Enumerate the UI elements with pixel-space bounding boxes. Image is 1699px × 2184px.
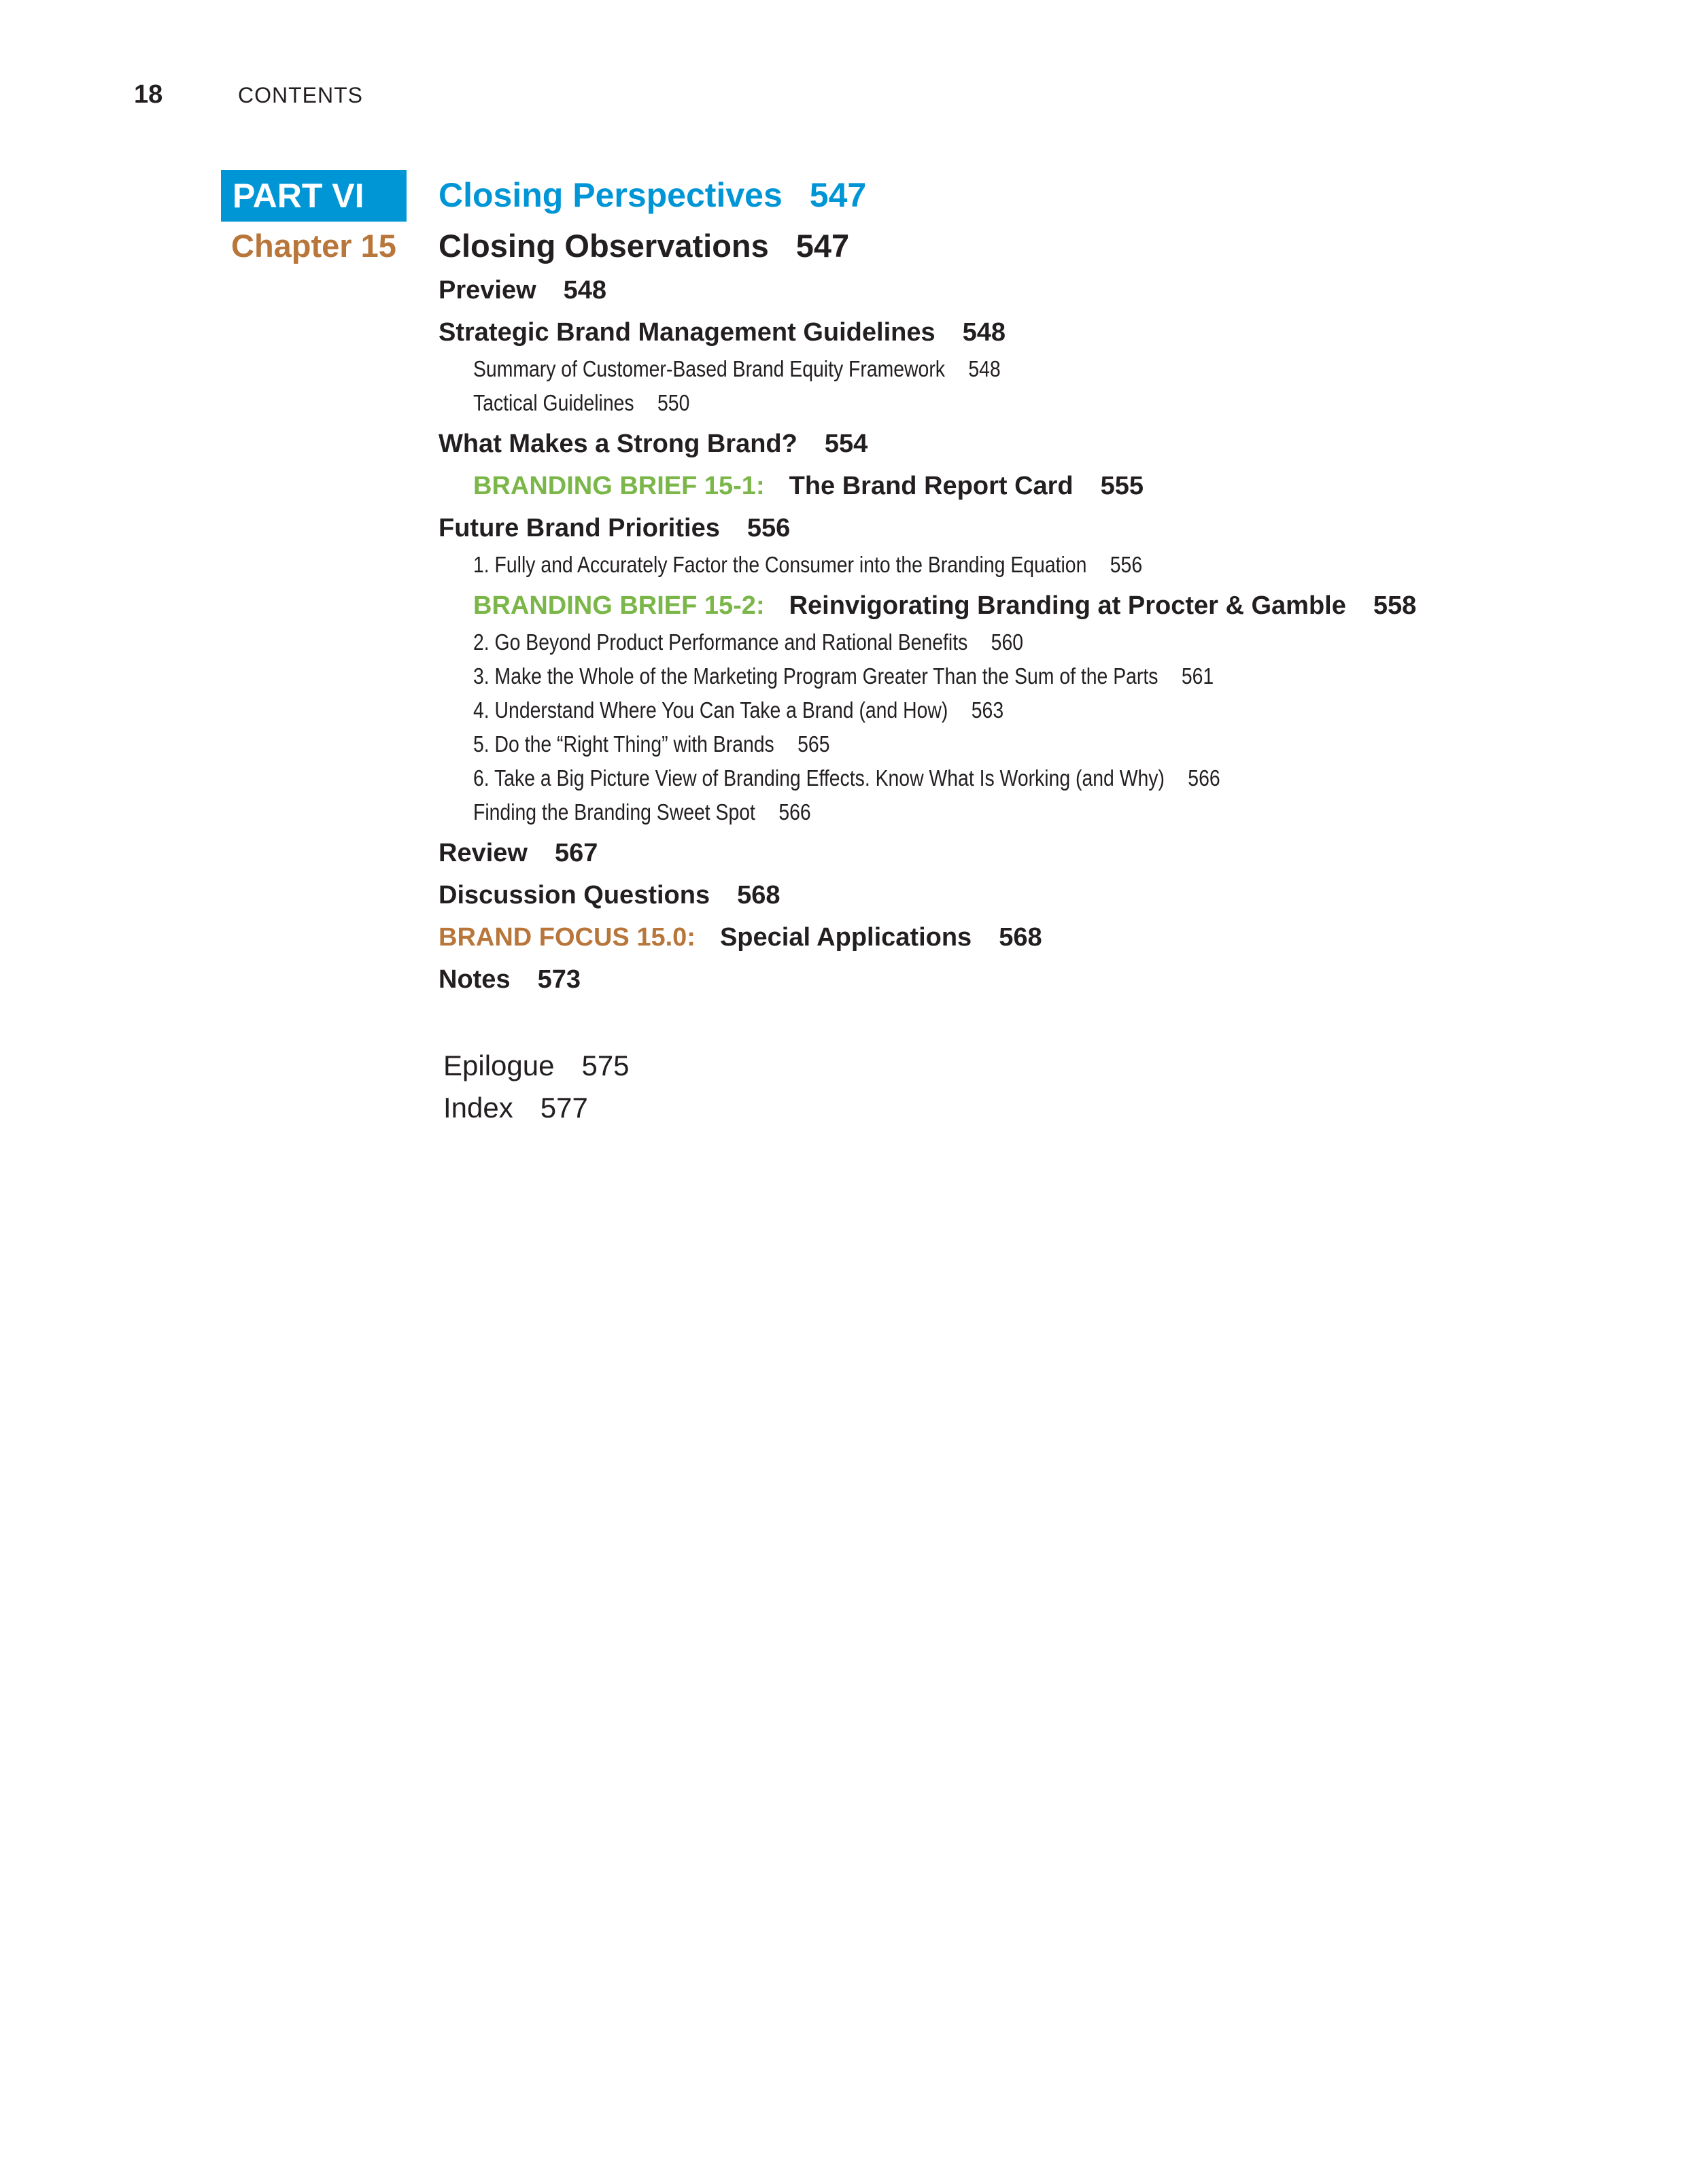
entry-title: What Makes a Strong Brand? — [439, 430, 797, 458]
entry-title: The Brand Report Card — [789, 472, 1074, 500]
focus-label: BRAND FOCUS 15.0: — [439, 923, 696, 952]
toc-entry — [439, 839, 598, 868]
toc-entry — [439, 514, 790, 543]
entry-title: Summary of Customer-Based Brand Equity Framework — [473, 356, 945, 381]
part-title — [439, 175, 866, 215]
entry-page: 567 — [554, 839, 598, 867]
entry-title: 5. Do the “Right Thing” with Brands — [473, 731, 774, 757]
entry-title: Strategic Brand Management Guidelines — [439, 318, 936, 347]
part-label: PART VI — [221, 170, 407, 222]
entry-title: Preview — [439, 276, 536, 305]
toc-subentry — [473, 629, 1023, 655]
entry-page: 554 — [824, 430, 868, 458]
entry-page: 550 — [657, 390, 690, 415]
toc-entry — [439, 318, 1006, 347]
entry-page: 548 — [563, 276, 607, 305]
toc-focus-entry — [439, 923, 1042, 952]
toc-subentry — [473, 799, 811, 825]
entry-page: 561 — [1181, 663, 1214, 689]
entry-page: 565 — [797, 731, 830, 757]
entry-page: 548 — [968, 356, 1001, 381]
entry-page: 563 — [971, 697, 1004, 723]
epilogue-entry — [443, 1050, 630, 1082]
entry-title: Discussion Questions — [439, 881, 710, 909]
entry-title: Special Applications — [719, 923, 972, 952]
entry-page: 548 — [962, 318, 1006, 347]
toc-entry — [439, 430, 868, 459]
brief-label: BRANDING BRIEF 15-1: — [473, 472, 765, 500]
entry-page: 568 — [999, 923, 1042, 952]
chapter-title — [439, 227, 849, 264]
toc-subentry — [473, 356, 1001, 382]
entry-title: Index — [443, 1092, 513, 1124]
toc-subentry — [473, 731, 829, 757]
entry-page: 573 — [537, 965, 581, 994]
entry-title: 2. Go Beyond Product Performance and Rational Benefits — [473, 629, 968, 655]
entry-title: Reinvigorating Branding at Procter & Gamble — [789, 591, 1346, 620]
entry-title: 6. Take a Big Picture View of Branding Effects. Know What Is Working (and Why) — [473, 765, 1165, 791]
entry-title: 3. Make the Whole of the Marketing Program Greater Than the Sum of the Parts — [473, 663, 1159, 689]
toc-brief-entry — [473, 591, 1416, 621]
entry-title: Review — [439, 839, 528, 867]
entry-title: Finding the Branding Sweet Spot — [473, 799, 755, 825]
entry-page: 566 — [778, 799, 811, 825]
chapter-title-text: Closing Observations — [439, 228, 769, 264]
entry-title: Future Brand Priorities — [439, 514, 720, 542]
entry-title: 1. Fully and Accurately Factor the Consumer into the Branding Equation — [473, 552, 1087, 577]
entry-page: 558 — [1373, 591, 1417, 620]
entry-title: Notes — [439, 965, 511, 994]
toc-entry — [439, 965, 581, 994]
toc-subentry — [473, 697, 1003, 723]
entry-page: 556 — [746, 514, 791, 542]
entry-page: 575 — [581, 1050, 630, 1081]
entry-page: 566 — [1188, 765, 1220, 791]
toc-entry — [439, 276, 606, 305]
entry-page: 577 — [540, 1092, 588, 1124]
entry-page: 560 — [991, 629, 1024, 655]
toc-subentry — [473, 552, 1142, 578]
entry-page: 568 — [737, 881, 780, 909]
part-page: 547 — [809, 176, 867, 214]
entry-title: 4. Understand Where You Can Take a Brand (and How) — [473, 697, 948, 723]
toc-brief-entry — [473, 472, 1144, 501]
toc-entry — [439, 881, 780, 910]
entry-page: 555 — [1100, 472, 1144, 500]
toc-subentry — [473, 765, 1220, 791]
chapter-page: 547 — [795, 228, 850, 264]
entry-page: 556 — [1110, 552, 1143, 577]
page-number: 18 — [134, 80, 163, 109]
running-head: CONTENTS — [238, 83, 363, 107]
chapter-label: Chapter 15 — [231, 228, 396, 264]
part-title-text: Closing Perspectives — [439, 176, 783, 214]
toc-subentry — [473, 663, 1214, 689]
entry-title: Tactical Guidelines — [473, 390, 634, 415]
entry-title: Epilogue — [443, 1050, 555, 1081]
index-entry — [443, 1092, 588, 1124]
toc-subentry — [473, 390, 689, 416]
brief-label: BRANDING BRIEF 15-2: — [473, 591, 765, 620]
